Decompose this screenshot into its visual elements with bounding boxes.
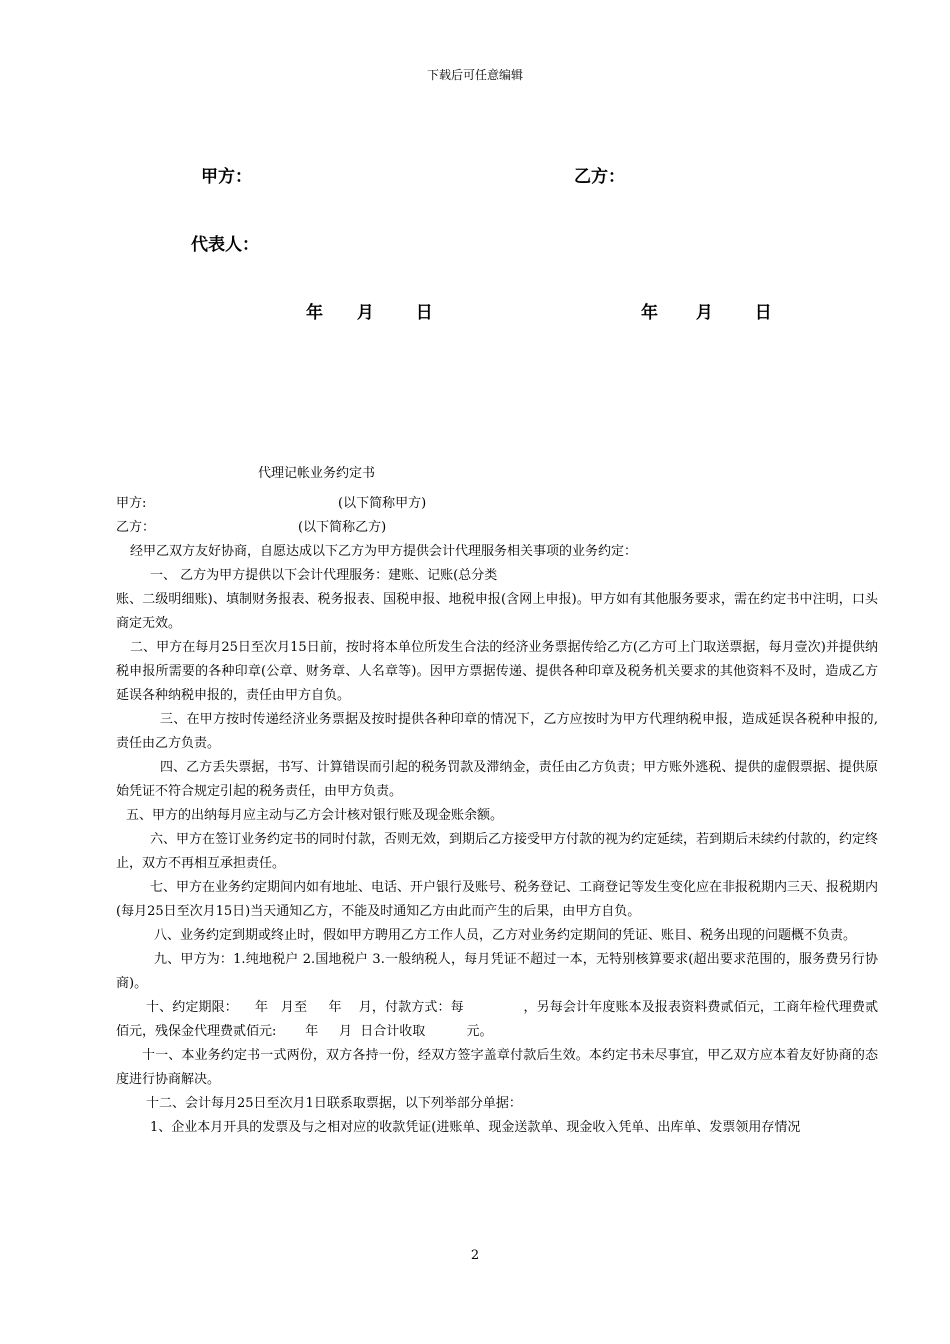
- paragraph-5: 五、甲方的出纳每月应主动与乙方会计核对银行账及现金账余额。: [126, 808, 504, 823]
- paragraph-2: 二、甲方在每月25日至次月15日前，按时将本单位所发生合法的经济业务票据传给乙方(乙方可上门取送票据，每月壹次)并提供纳税申报所需要的各种印章(公章、财务章、人名章等)。因甲方票据传递、提供各种印章及税务机关要求的其他资料不及时，造成乙方延误各种纳税申报的，责任由甲方自负。: [116, 640, 878, 703]
- paragraph-1b: 账、二级明细账)、填制财务报表、税务报表、国税申报、地税申报(含网上申报)。甲方如有其他服务要求，需在约定书中注明，口头商定无效。: [116, 592, 878, 631]
- paragraph-intro: 经甲乙双方友好协商，自愿达成以下乙方为甲方提供会计代理服务相关事项的业务约定：: [130, 544, 638, 559]
- party-b-note: (以下简称乙方): [298, 520, 387, 535]
- signature-date-b: [641, 298, 772, 323]
- paragraph-7: 七、甲方在业务约定期间内如有地址、电话、开户银行及账号、税务登记、工商登记等发生变化应在非报税期内三天、报税期内(每月25日至次月15日)当天通知乙方，不能及时通知乙方由此而产生的后果，由甲方自负。: [116, 880, 879, 919]
- paragraph-10: 十、约定期限： 年 月至 年 月，付款方式：每 ，另每会计年度账本及报表资料费贰佰元，工商年检代理费贰佰元，残保金代理费贰佰元: 年 月 日合计收取 元。: [116, 1000, 878, 1039]
- signature-representative: 代表人：: [191, 235, 259, 255]
- page-header: 下载后可任意编辑: [426, 68, 523, 82]
- date-month: 月: [356, 303, 374, 323]
- date-year: 年: [306, 303, 323, 323]
- signature-date-a: [306, 298, 433, 323]
- paragraph-6: 六、甲方在签订业务约定书的同时付款，否则无效，到期后乙方接受甲方付款的视为约定延续，若到期后未续约付款的，约定终止，双方不再相互承担责任。: [116, 832, 879, 871]
- paragraph-1a: 一、 乙方为甲方提供以下会计代理服务：建账、记账(总分类: [150, 568, 498, 583]
- date-day: 日: [415, 303, 433, 323]
- party-b-label: 乙方：: [116, 520, 156, 535]
- date-day: 日: [754, 303, 772, 323]
- party-a-label: 甲方:: [116, 496, 147, 511]
- party-a-note: (以下简称甲方): [338, 496, 427, 511]
- paragraph-9: 九、甲方为：1.纯地税户 2.国地税户 3.一般纳税人，每月凭证不超过一本，无特别核算要求(超出要求范围的，服务费另行协商)。: [116, 952, 878, 991]
- document-body: [116, 540, 878, 1140]
- paragraph-11: 十一、本业务约定书一式两份，双方各持一份，经双方签字盖章付款后生效。本约定书未尽事宜，甲乙双方应本着友好协商的态度进行协商解决。: [116, 1048, 878, 1087]
- date-month: 月: [695, 303, 713, 323]
- signature-party-a: 甲方：: [201, 167, 252, 187]
- document-title: 代理记帐业务约定书: [258, 466, 376, 481]
- date-year: 年: [641, 303, 658, 323]
- paragraph-4: 四、乙方丢失票据，书写、计算错误而引起的税务罚款及滞纳金，责任由乙方负责；甲方账外逃税、提供的虚假票据、提供原始凭证不符合规定引起的税务责任，由甲方负责。: [116, 760, 878, 799]
- paragraph-12-item-1: 1、企业本月开具的发票及与之相对应的收款凭证(进账单、现金送款单、现金收入凭单、出库单、发票领用存情况: [150, 1120, 801, 1135]
- paragraph-8: 八、业务约定到期或终止时，假如甲方聘用乙方工作人员，乙方对业务约定期间的凭证、账目、税务出现的问题概不负责。: [154, 928, 857, 943]
- page-number: 2: [470, 1248, 480, 1263]
- paragraph-3: 三、在甲方按时传递经济业务票据及按时提供各种印章的情况下，乙方应按时为甲方代理纳税申报，造成延误各税种申报的, 责任由乙方负责。: [116, 712, 878, 751]
- paragraph-12: 十二、会计每月25日至次月1日联系取票据，以下列举部分单据：: [146, 1096, 522, 1111]
- signature-party-b: 乙方：: [574, 167, 625, 187]
